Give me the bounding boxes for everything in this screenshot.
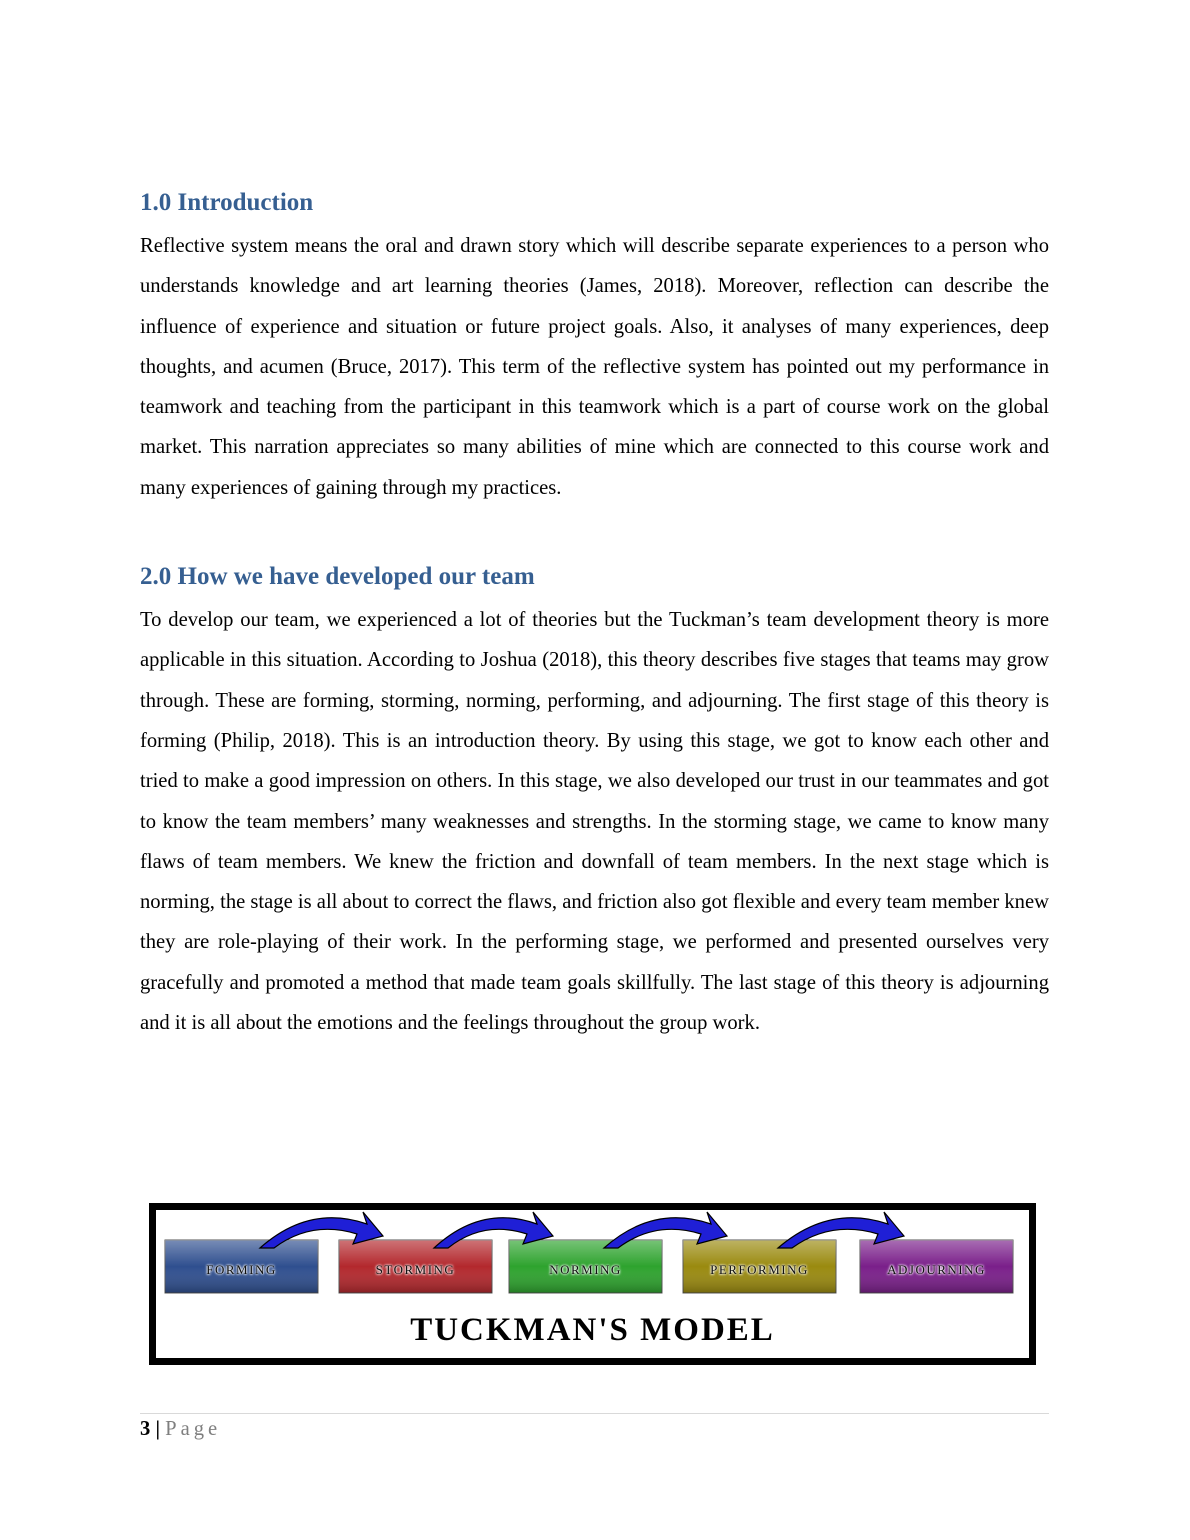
stage-label-storming: STORMING xyxy=(375,1262,456,1277)
page-label: Page xyxy=(165,1418,222,1440)
stage-label-forming: FORMING xyxy=(206,1262,277,1277)
figure-title: TUCKMAN'S MODEL xyxy=(410,1312,775,1348)
stage-label-norming: NORMING xyxy=(549,1262,622,1277)
stage-label-performing: PERFORMING xyxy=(710,1262,809,1277)
section-body-introduction: Reflective system means the oral and drawn story which will describe separate experiences to a person who understands knowledge and art learning theories (James, 2018). Moreover, reflection can describe the influence of experience and situation or future project goals. Also, it analyses of many experiences, deep thoughts, and acumen (Bruce, 2017). This term of the reflective system has pointed out my performance in teamwork and teaching from the participant in this teamwork which is a part of course work on the global market. This narration appreciates so many abilities of mine which are connected to this course work and many experiences of gaining through my practices. xyxy=(140,235,1049,499)
tuckman-model-figure xyxy=(149,1203,1036,1365)
section-body-team-development: To develop our team, we experienced a lot of theories but the Tuckman’s team development theory is more applicable in this situation. According to Joshua (2018), this theory describes five stages that teams may grow through. These are forming, storming, norming, performing, and adjourning. The first stage of this theory is forming (Philip, 2018). This is an introduction theory. By using this stage, we got to know each other and tried to make a good impression on others. In this stage, we also developed our trust in our teammates and got to know the team members’ many weaknesses and strengths. In the storming stage, we came to know many flaws of team members. We knew the friction and downfall of team members. In the next stage which is norming, the stage is all about to correct the flaws, and friction also got flexible and every team member knew they are role-playing of their work. In the performing stage, we performed and presented ourselves very gracefully and promoted a method that made team goals skillfully. The last stage of this theory is adjourning and it is all about the emotions and the feelings throughout the group work. xyxy=(140,609,1049,1035)
page-number: 3 xyxy=(140,1418,151,1440)
section-heading-team-development: 2.0 How we have developed our team xyxy=(140,563,535,591)
page-content xyxy=(140,186,1049,1043)
section-heading-introduction: 1.0 Introduction xyxy=(140,189,314,216)
page-footer xyxy=(140,1418,221,1441)
footer-separator: | xyxy=(155,1418,160,1440)
stage-label-adjourning: ADJOURNING xyxy=(887,1262,986,1277)
footer-divider xyxy=(140,1413,1049,1414)
